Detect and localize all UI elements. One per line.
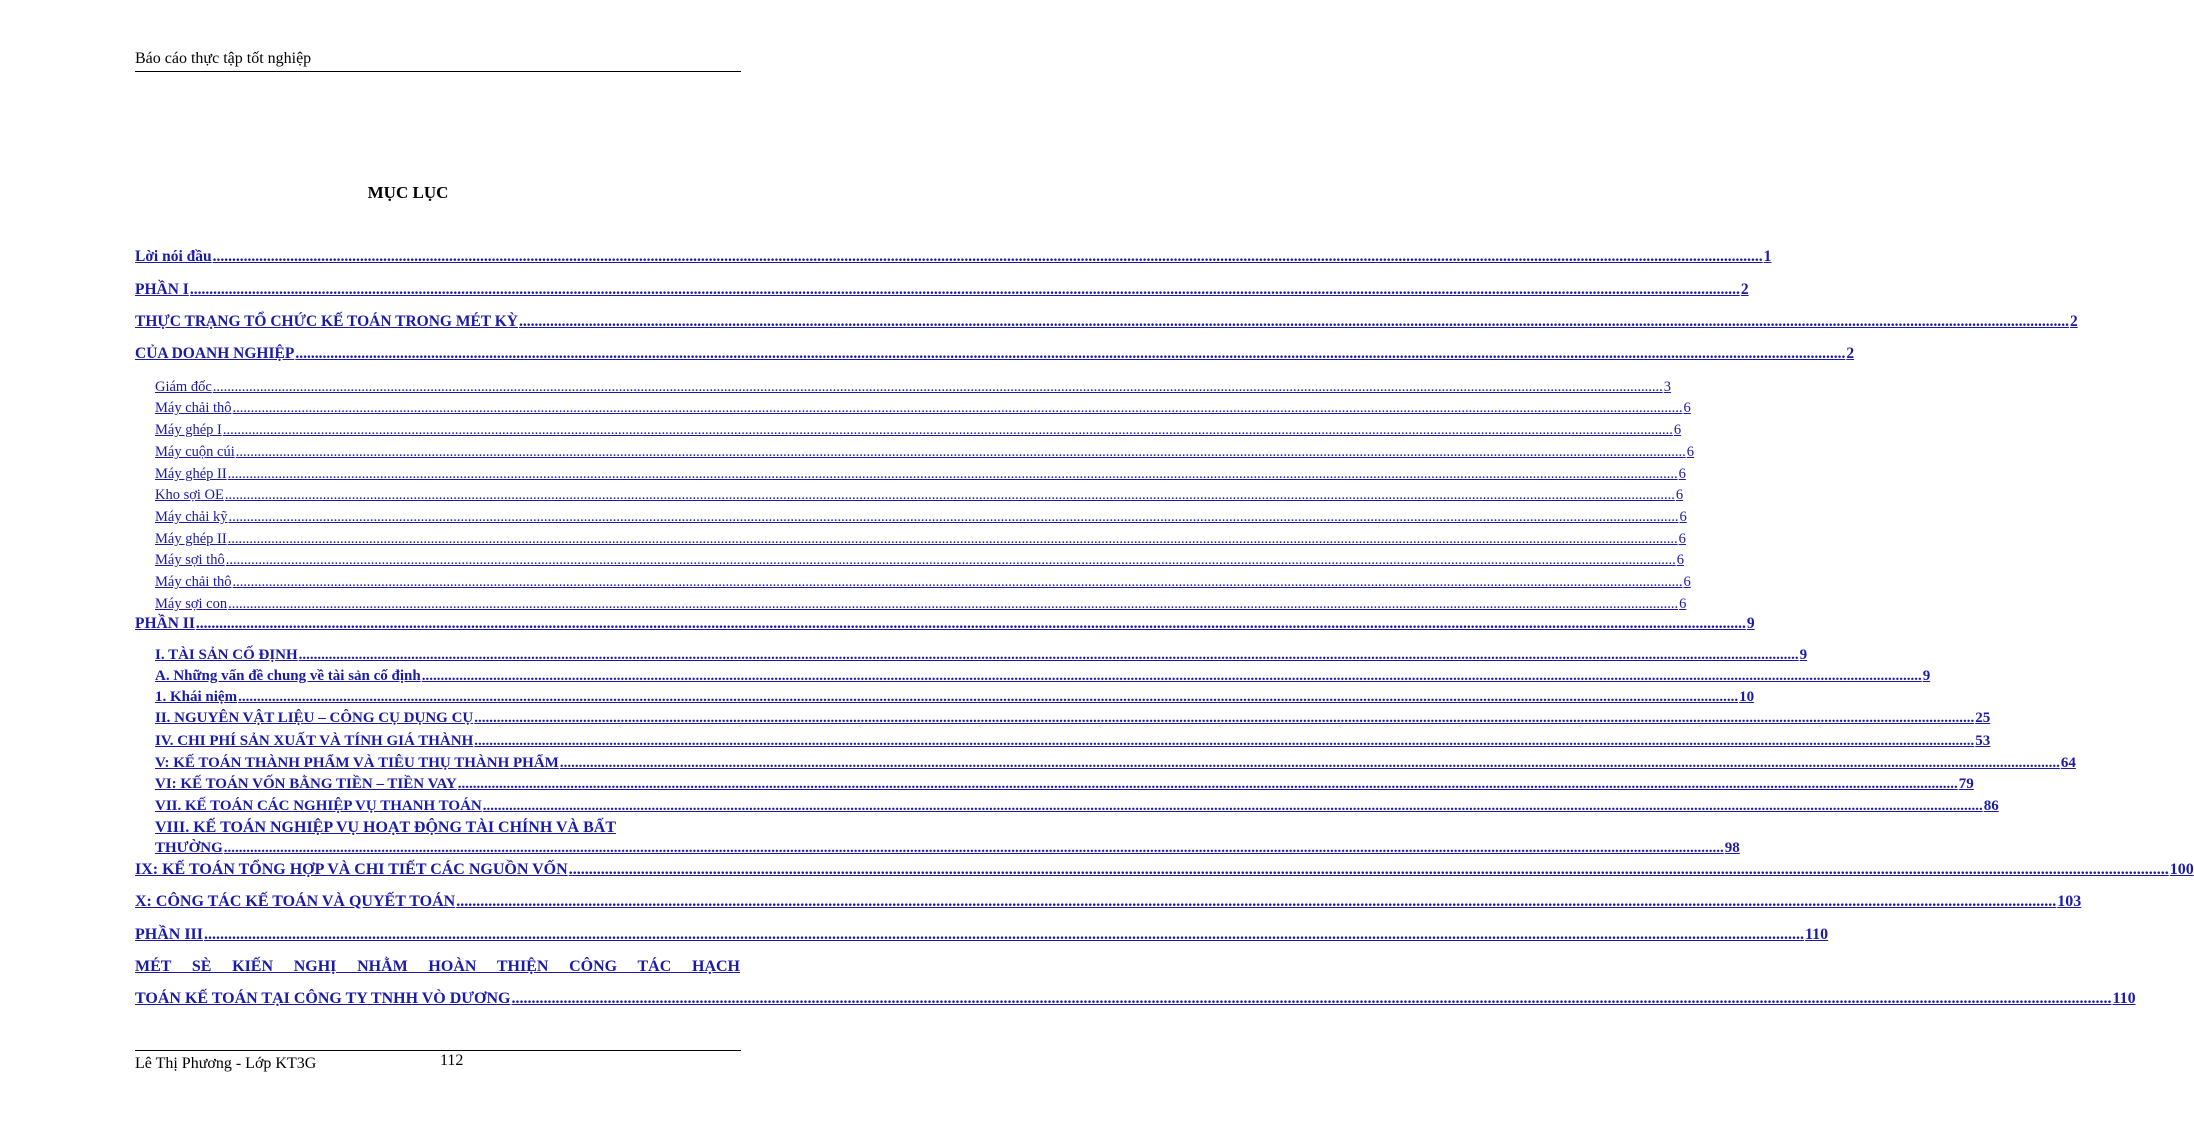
toc-entry-page: 98	[1724, 840, 1740, 856]
toc-entry-label: THƯỜNG	[155, 840, 223, 856]
toc-entry-nguyen-vat-lieu[interactable]	[155, 710, 1991, 727]
toc-leader-dots: ................................................................................................................................................................................................................................................................................................................................................................................................................	[223, 840, 1724, 856]
toc-entry-label: II. NGUYÊN VẬT LIỆU – CÔNG CỤ DỤNG CỤ	[155, 710, 474, 726]
toc-leader-dots: ................................................................................................................................................................................................................................................................................................................................................................................................................	[568, 861, 2169, 878]
toc-entry-khai-niem[interactable]	[155, 689, 1755, 706]
toc-entry-page: 10	[1739, 689, 1755, 705]
toc-entry-may-soi-con[interactable]	[155, 596, 1687, 613]
toc-entry-loi-noi-dau[interactable]	[135, 248, 1772, 266]
toc-entry-label: CỦA DOANH NGHIỆP	[135, 345, 295, 362]
toc-entry-may-cuon-cui[interactable]	[155, 444, 1694, 461]
toc-entry-phan-3[interactable]	[135, 926, 1829, 944]
toc-entry-page: 110	[1805, 926, 1829, 943]
toc-entry-page: 2	[1740, 281, 1749, 298]
toc-entry-may-soi-tho[interactable]	[155, 552, 1684, 569]
header-divider	[135, 71, 741, 72]
running-header: Báo cáo thực tập tốt nghiệp	[135, 50, 312, 67]
toc-leader-dots: ................................................................................................................................................................................................................................................................................................................................................................................................................	[456, 893, 2057, 910]
toc-entry-label: Máy chải thô	[155, 400, 232, 416]
toc-entry-label: 1. Khái niệm	[155, 689, 238, 705]
toc-entry-thuc-trang[interactable]	[135, 313, 2078, 331]
toc-entry-label: V: KẾ TOÁN THÀNH PHẨM VÀ TIÊU THỤ THÀNH PHẨM	[155, 755, 559, 771]
toc-leader-dots: ................................................................................................................................................................................................................................................................................................................................................................................................................	[225, 552, 1676, 568]
toc-leader-dots: ................................................................................................................................................................................................................................................................................................................................................................................................................	[295, 345, 1846, 362]
toc-entry-label: X: CÔNG TÁC KẾ TOÁN VÀ QUYẾT TOÁN	[135, 893, 456, 910]
toc-entry-phan-1[interactable]	[135, 281, 1749, 299]
toc-entry-page: 6	[1676, 552, 1684, 568]
toc-entry-page: 1	[1763, 248, 1772, 265]
toc-entry-page: 103	[2057, 893, 2082, 910]
toc-entry-label: PHẦN III	[135, 926, 204, 943]
toc-entry-page: 64	[2060, 755, 2076, 771]
toc-leader-dots: ................................................................................................................................................................................................................................................................................................................................................................................................................	[482, 798, 1983, 814]
toc-leader-dots: ................................................................................................................................................................................................................................................................................................................................................................................................................	[224, 487, 1675, 503]
toc-entry-thanh-toan[interactable]	[155, 798, 1999, 815]
toc-entry-label: Máy ghép II	[155, 466, 227, 482]
toc-entry-label: Máy chải thô	[155, 574, 232, 590]
toc-entry-label: A. Những vấn đề chung về tài sản cố định	[155, 668, 421, 684]
toc-entry-quyet-toan[interactable]	[135, 893, 2082, 911]
toc-entry-chi-phi-san-xuat[interactable]	[155, 733, 1991, 750]
toc-leader-dots: ................................................................................................................................................................................................................................................................................................................................................................................................................	[189, 281, 1740, 298]
footer-divider	[135, 1050, 741, 1051]
toc-leader-dots: ................................................................................................................................................................................................................................................................................................................................................................................................................	[222, 422, 1673, 438]
toc-entry-page: 6	[1675, 487, 1684, 503]
toc-leader-dots: ................................................................................................................................................................................................................................................................................................................................................................................................................	[298, 647, 1799, 663]
toc-entry-label: Lời nói đầu	[135, 248, 212, 265]
toc-entry-page: 2	[2069, 313, 2078, 330]
toc-entry-page: 9	[1746, 615, 1755, 632]
toc-entry-phan-2[interactable]	[135, 615, 1755, 633]
toc-entry-page: 53	[1975, 733, 1991, 749]
toc-entry-may-ghep-2[interactable]	[155, 466, 1686, 483]
toc-entry-may-chai-ky[interactable]	[155, 509, 1687, 526]
toc-entry-kien-nghi-line1[interactable]: MÉT SÈ KIẾN NGHỊ NHẰM HOÀN THIỆN CÔNG TÁC HẠCH	[135, 958, 740, 975]
toc-entry-may-ghep-1[interactable]	[155, 422, 1682, 439]
toc-leader-dots: ................................................................................................................................................................................................................................................................................................................................................................................................................	[235, 444, 1686, 460]
toc-leader-dots: ................................................................................................................................................................................................................................................................................................................................................................................................................	[212, 248, 1763, 265]
toc-entry-page: 6	[1673, 422, 1682, 438]
toc-entry-label: Máy cuộn cúi	[155, 444, 235, 460]
toc-entry-may-ghep-2b[interactable]	[155, 531, 1686, 548]
toc-entry-label: PHẦN I	[135, 281, 189, 298]
toc-entry-page: 6	[1683, 574, 1691, 590]
toc-leader-dots: ................................................................................................................................................................................................................................................................................................................................................................................................................	[212, 379, 1663, 395]
toc-entry-label: VI: KẾ TOÁN VỐN BẰNG TIỀN – TIỀN VAY	[155, 776, 457, 792]
toc-entry-label: Máy sợi con	[155, 596, 228, 612]
toc-leader-dots: ................................................................................................................................................................................................................................................................................................................................................................................................................	[227, 466, 1678, 482]
toc-entry-cua-doanh-nghiep[interactable]	[135, 345, 1855, 363]
toc-entry-page: 9	[1799, 647, 1808, 663]
toc-leader-dots: ................................................................................................................................................................................................................................................................................................................................................................................................................	[204, 926, 1805, 943]
toc-leader-dots: ................................................................................................................................................................................................................................................................................................................................................................................................................	[195, 615, 1746, 632]
toc-leader-dots: ................................................................................................................................................................................................................................................................................................................................................................................................................	[238, 689, 1739, 705]
toc-leader-dots: ................................................................................................................................................................................................................................................................................................................................................................................................................	[511, 990, 2112, 1007]
toc-entry-von-bang-tien[interactable]	[155, 776, 1974, 793]
toc-entry-tai-san-co-dinh[interactable]	[155, 647, 1808, 664]
toc-leader-dots: ................................................................................................................................................................................................................................................................................................................................................................................................................	[474, 733, 1975, 749]
toc-entry-page: 79	[1958, 776, 1974, 792]
toc-entry-page: 100	[2169, 861, 2194, 878]
toc-leader-dots: ................................................................................................................................................................................................................................................................................................................................................................................................................	[474, 710, 1975, 726]
toc-entry-may-chai-tho-2[interactable]	[155, 574, 1691, 591]
toc-leader-dots: ................................................................................................................................................................................................................................................................................................................................................................................................................	[559, 755, 2060, 771]
toc-leader-dots: ................................................................................................................................................................................................................................................................................................................................................................................................................	[421, 668, 1922, 684]
page-number: 112	[440, 1052, 464, 1069]
toc-entry-page: 110	[2112, 990, 2136, 1007]
toc-entry-page: 6	[1679, 596, 1687, 612]
toc-title: MỤC LỤC	[367, 183, 449, 202]
toc-entry-label: I. TÀI SẢN CỐ ĐỊNH	[155, 647, 298, 663]
toc-leader-dots: ................................................................................................................................................................................................................................................................................................................................................................................................................	[232, 574, 1683, 590]
toc-entry-tai-chinh-line1[interactable]: VIII. KẾ TOÁN NGHIỆP VỤ HOẠT ĐỘNG TÀI CHÍNH VÀ BẤT	[155, 819, 616, 836]
toc-entry-page: 6	[1679, 509, 1687, 525]
toc-entry-page: 6	[1678, 531, 1686, 547]
toc-entry-kien-nghi[interactable]	[135, 990, 2136, 1008]
toc-leader-dots: ................................................................................................................................................................................................................................................................................................................................................................................................................	[457, 776, 1958, 792]
toc-entry-page: 6	[1683, 400, 1691, 416]
toc-entry-tai-chinh[interactable]	[155, 840, 1740, 857]
toc-entry-nguon-von[interactable]	[135, 861, 2194, 879]
toc-entry-label: TOÁN KẾ TOÁN TẠI CÔNG TY TNHH VÒ DƯƠNG	[135, 990, 511, 1007]
toc-entry-page: 6	[1678, 466, 1686, 482]
toc-entry-giam-doc[interactable]	[155, 379, 1672, 396]
toc-entry-label: IV. CHI PHÍ SẢN XUẤT VÀ TÍNH GIÁ THÀNH	[155, 733, 474, 749]
toc-leader-dots: ................................................................................................................................................................................................................................................................................................................................................................................................................	[228, 509, 1679, 525]
toc-entry-label: PHẦN II	[135, 615, 195, 632]
toc-entry-label: Máy chải kỹ	[155, 509, 228, 525]
toc-entry-thanh-pham[interactable]	[155, 755, 2076, 772]
toc-entry-label: Máy ghép II	[155, 531, 227, 547]
toc-leader-dots: ................................................................................................................................................................................................................................................................................................................................................................................................................	[227, 531, 1678, 547]
toc-entry-label: Máy sợi thô	[155, 552, 225, 568]
toc-entry-nhung-van-de-chung[interactable]	[155, 668, 1931, 685]
toc-entry-page: 9	[1922, 668, 1931, 684]
toc-entry-page: 2	[1846, 345, 1855, 362]
toc-entry-page: 86	[1983, 798, 1999, 814]
toc-entry-label: THỰC TRẠNG TỔ CHỨC KẾ TOÁN TRONG MÉT KỲ	[135, 313, 518, 330]
toc-entry-may-chai-tho[interactable]	[155, 400, 1691, 417]
toc-entry-page: 3	[1663, 379, 1672, 395]
toc-leader-dots: ................................................................................................................................................................................................................................................................................................................................................................................................................	[518, 313, 2069, 330]
toc-entry-label: IX: KẾ TOÁN TỔNG HỢP VÀ CHI TIẾT CÁC NGUỒN VỐN	[135, 861, 568, 878]
toc-leader-dots: ................................................................................................................................................................................................................................................................................................................................................................................................................	[232, 400, 1683, 416]
toc-leader-dots: ................................................................................................................................................................................................................................................................................................................................................................................................................	[228, 596, 1679, 612]
toc-entry-label: VII. KẾ TOÁN CÁC NGHIỆP VỤ THANH TOÁN	[155, 798, 482, 814]
toc-entry-kho-soi-oe[interactable]	[155, 487, 1684, 504]
toc-entry-page: 25	[1975, 710, 1991, 726]
toc-entry-label: Giám đốc	[155, 379, 212, 395]
footer-author: Lê Thị Phương - Lớp KT3G	[135, 1055, 317, 1072]
toc-entry-page: 6	[1686, 444, 1694, 460]
toc-entry-label: Máy ghép I	[155, 422, 222, 438]
toc-entry-label: Kho sợi OE	[155, 487, 224, 503]
